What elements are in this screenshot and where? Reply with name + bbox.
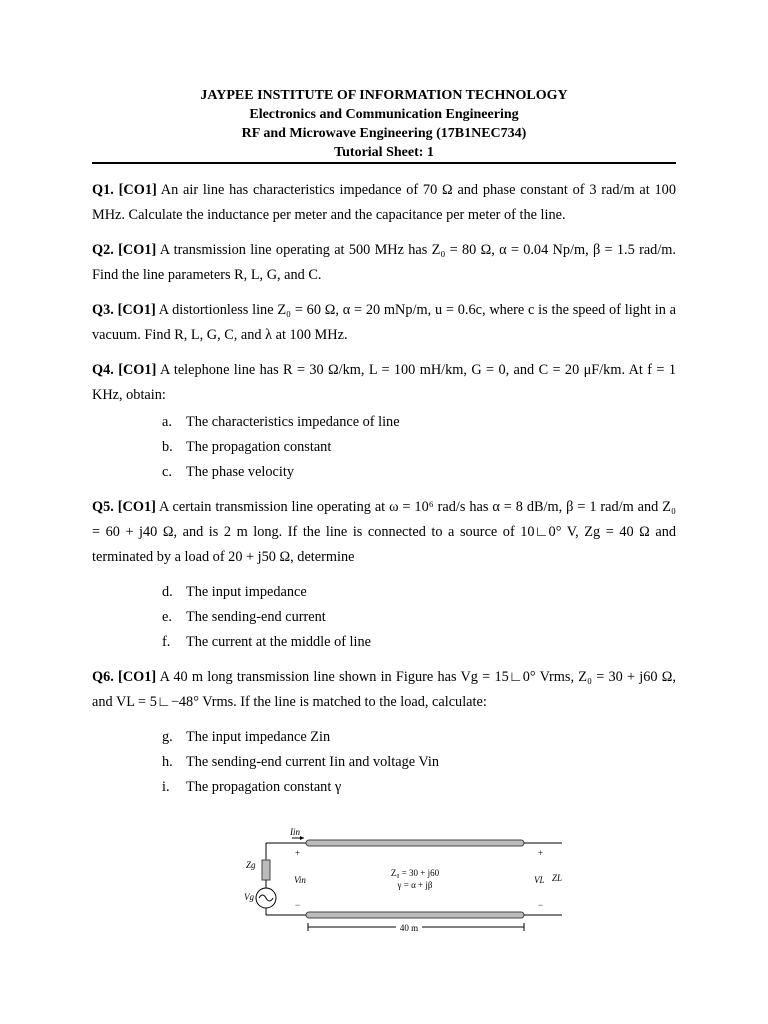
list-item: c. The phase velocity <box>162 464 294 480</box>
plus-right: + <box>538 848 544 858</box>
vg-label: Vg <box>244 892 254 902</box>
q4-label: Q4. [CO1] <box>92 362 157 378</box>
iin-label: Iin <box>290 827 300 837</box>
z0-label: Z₀ = 30 + j60 <box>390 868 440 878</box>
zg-label: Zg <box>246 860 256 870</box>
course-title: RF and Microwave Engineering (17B1NEC734) <box>241 126 527 141</box>
q3-label: Q3. [CO1] <box>92 302 156 318</box>
question-4 <box>92 358 676 408</box>
list-item: i. The propagation constant γ <box>162 779 342 795</box>
document-header <box>0 86 768 162</box>
questions <box>92 178 676 810</box>
list-item: g. The input impedance Zin <box>162 729 331 745</box>
department-title: Electronics and Communication Engineering <box>249 107 519 122</box>
question-5 <box>92 495 676 570</box>
q2-text: A transmission line operating at 500 MHz has Z₀ = 80 Ω, α = 0.04 Np/m, β = 1.5 rad/m. Find the line parameters R, L, G, and C. <box>92 242 676 283</box>
transmission-line-figure <box>232 826 562 936</box>
vl-label: VL <box>534 875 545 885</box>
q5-items <box>162 580 676 655</box>
vin-label: Vin <box>294 875 306 885</box>
question-1 <box>92 178 676 228</box>
minus-right: − <box>538 900 544 910</box>
list-item: d. The input impedance <box>162 584 307 600</box>
q1-text: An air line has characteristics impedance of 70 Ω and phase constant of 3 rad/m at 100 MHz. Calculate the inductance per meter and the capacitance per meter of the line. <box>92 182 676 223</box>
plus-left: + <box>295 848 301 858</box>
list-item: e. The sending-end current <box>162 609 326 625</box>
list-item: h. The sending-end current Iin and voltage Vin <box>162 754 439 770</box>
q6-items <box>162 725 676 800</box>
zl-label: ZL <box>552 873 562 883</box>
gamma-label: γ = α + jβ <box>397 880 433 890</box>
question-3 <box>92 298 676 348</box>
length-label: 40 m <box>399 923 419 933</box>
q3-text: A distortionless line Z₀ = 60 Ω, α = 20 mNp/m, u = 0.6c, where c is the speed of light in a vacuum. Find R, L, G, C, and λ at 100 MHz. <box>92 302 676 343</box>
institute-title: JAYPEE INSTITUTE OF INFORMATION TECHNOLOGY <box>200 88 568 103</box>
q6-label: Q6. [CO1] <box>92 669 157 685</box>
question-2 <box>92 238 676 288</box>
q6-text: A 40 m long transmission line shown in Figure has Vg = 15∟0° Vrms, Z₀ = 30 + j60 Ω, and VL = 5∟−48° Vrms. If the line is matched to the load, calculate: <box>92 669 676 710</box>
zg-resistor <box>262 860 270 880</box>
q4-items <box>162 410 676 485</box>
arrow-head-icon <box>300 836 304 840</box>
q5-label: Q5. [CO1] <box>92 499 156 515</box>
lower-conductor <box>306 912 524 918</box>
sheet-title: Tutorial Sheet: 1 <box>334 145 434 160</box>
q4-text: A telephone line has R = 30 Ω/km, L = 100 mH/km, G = 0, and C = 20 μF/km. At f = 1 KHz, obtain: <box>92 362 676 403</box>
q5-text: A certain transmission line operating at ω = 10⁶ rad/s has α = 8 dB/m, β = 1 rad/m and Z₀ = 60 + j40 Ω, and is 2 m long. If the line is connected to a source of 10∟0° V, Zg = 40 Ω and terminated by a load of 20 + j50 Ω, determine <box>92 499 676 565</box>
header-divider <box>92 162 676 164</box>
list-item: f. The current at the middle of line <box>162 634 371 650</box>
q1-label: Q1. [CO1] <box>92 182 157 198</box>
q2-label: Q2. [CO1] <box>92 242 157 258</box>
minus-left: − <box>295 900 301 910</box>
list-item: b. The propagation constant <box>162 439 332 455</box>
upper-conductor <box>306 840 524 846</box>
list-item: a. The characteristics impedance of line <box>162 414 400 430</box>
question-6 <box>92 665 676 715</box>
